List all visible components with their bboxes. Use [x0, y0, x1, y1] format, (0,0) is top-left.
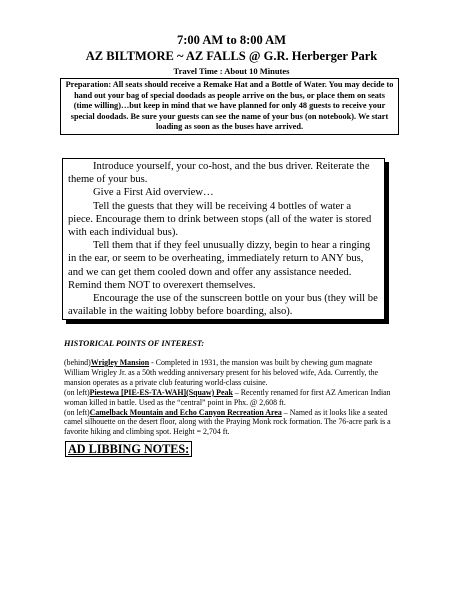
- poi-name: Camelback Mountain and Echo Canyon Recreation Area: [89, 407, 282, 417]
- script-box: [62, 158, 385, 320]
- script-paragraph: Give a First Aid overview…: [93, 187, 214, 199]
- poi-item: [64, 358, 396, 388]
- travel-time: Travel Time : About 10 Minutes: [173, 66, 290, 76]
- route-title: AZ BILTMORE ~ AZ FALLS @ G.R. Herberger Park: [85, 49, 378, 63]
- script-paragraph: Introduce yourself, your co-host, and the bus driver. Reiterate the theme of your bus.: [68, 161, 370, 186]
- poi-item: [64, 388, 396, 408]
- preparation-box: Preparation: All seats should receive a Remake Hat and a Bottle of Water. You may decide to hand out your bag of special doodads as people arrive on the bus, or place them on seats (time willing)…but keep in mind that we have planned for only 48 guests to receive your special doodads. Be sure your guests can see the name of your bus (on notebook). We start loading as soon as the buses have arrived.: [60, 78, 399, 135]
- historical-list: [64, 358, 396, 437]
- poi-text: – Named as it looks like a seated camel silhouette on the desert floor, along with the Praying Monk rock formation. The 76-acre park is a favorite hiking and climbing spot. Height = 2,704 ft.: [64, 407, 391, 437]
- poi-side: (behind): [64, 358, 91, 367]
- poi-name: Wrigley Mansion: [90, 358, 150, 367]
- script-paragraph: Encourage the use of the sunscreen bottle on your bus (they will be available in the waiting lobby before boarding, also).: [68, 293, 378, 318]
- poi-side: (on left): [64, 387, 90, 397]
- poi-side: (on left): [64, 407, 90, 417]
- time-title: 7:00 AM to 8:00 AM: [176, 33, 286, 47]
- poi-text: - Completed in 1931, the mansion was built by chewing gum magnate William Wrigley Jr. as a 50th wedding anniversary present for his beloved wife, Ada. Currently, the mansion operates as a private club featuring world-class cuisine.: [64, 358, 379, 387]
- poi-item: [64, 408, 396, 438]
- script-paragraph: Tell them that if they feel unusually dizzy, begin to hear a ringing in the ear, or seem to be overheating, immediately return to ANY bus, and we can get them cooled down and offer any assistance needed. Remind them NOT to overexert themselves.: [68, 240, 371, 291]
- ad-libbing-heading: [65, 441, 192, 457]
- script-paragraph: Tell the guests that they will be receiving 4 bottles of water a piece. Encourage them to drink between stops (all of the water is stored with each individual bus).: [68, 200, 372, 239]
- poi-name: Piestewa [PIE-ES-TA-WAH](Squaw) Peak: [89, 387, 233, 397]
- ad-libbing-label: AD LIBBING NOTES:: [68, 442, 190, 456]
- historical-heading: HISTORICAL POINTS OF INTEREST:: [64, 339, 205, 348]
- poi-text: – Recently renamed for first AZ American Indian woman killed in battle. Used as the “central” point in Phx. @ 2,608 ft.: [64, 387, 391, 407]
